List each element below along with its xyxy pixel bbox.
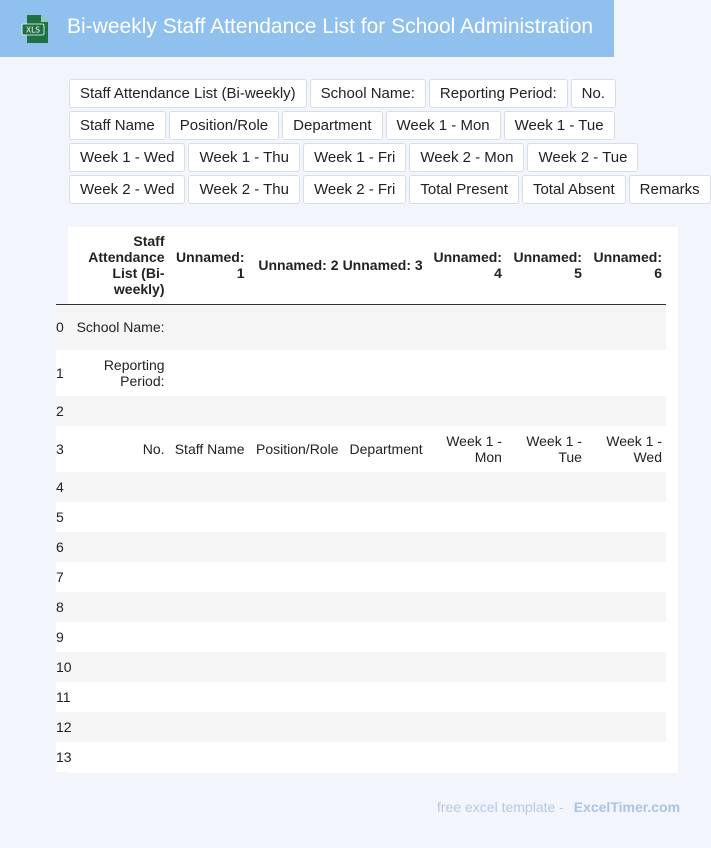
table-cell[interactable] [76, 592, 169, 622]
table-cell[interactable] [586, 502, 666, 532]
column-chip[interactable]: Week 1 - Fri [303, 143, 406, 172]
table-cell[interactable] [76, 652, 169, 682]
footer-brand-link[interactable]: ExcelTimer.com [573, 799, 681, 815]
table-cell[interactable] [76, 622, 169, 652]
table-cell[interactable]: Week 1 - Wed [586, 426, 666, 472]
table-cell[interactable] [427, 742, 506, 772]
table-row [56, 350, 666, 396]
row-index: 3 [56, 426, 76, 472]
table-cell[interactable] [506, 712, 586, 742]
column-header[interactable]: Unnamed: 6 [586, 227, 666, 304]
column-chip[interactable]: Week 2 - Mon [409, 143, 524, 172]
table-cell[interactable] [427, 712, 506, 742]
table-cell[interactable] [586, 712, 666, 742]
row-index: 0 [56, 304, 76, 350]
table-cell[interactable] [586, 682, 666, 712]
table-cell[interactable] [249, 350, 343, 396]
table-cell[interactable]: School Name: [76, 304, 169, 350]
table-cell[interactable] [169, 350, 249, 396]
table-cell[interactable] [427, 562, 506, 592]
table-cell[interactable] [169, 472, 249, 502]
chip-row [69, 79, 699, 108]
column-chip[interactable]: Total Absent [522, 175, 626, 204]
attendance-table [56, 227, 666, 772]
column-chip[interactable]: Reporting Period: [429, 79, 568, 108]
table-cell[interactable] [249, 682, 343, 712]
table-row [56, 472, 666, 502]
table-cell[interactable] [427, 682, 506, 712]
table-row [56, 396, 666, 426]
excel-file-icon [21, 14, 51, 44]
svg-text:XLS: XLS [25, 25, 41, 35]
table-cell[interactable] [76, 742, 169, 772]
table-cell[interactable] [586, 622, 666, 652]
table-cell[interactable] [169, 592, 249, 622]
column-chip[interactable]: Week 1 - Thu [188, 143, 300, 172]
column-chip-list [69, 79, 699, 207]
table-cell[interactable]: Week 1 - Tue [506, 426, 586, 472]
table-row [56, 592, 666, 622]
table-row [56, 742, 666, 772]
row-index: 2 [56, 396, 76, 426]
table-cell[interactable] [343, 396, 427, 426]
table-cell[interactable] [76, 502, 169, 532]
table-row [56, 532, 666, 562]
column-chip[interactable]: Week 2 - Tue [527, 143, 638, 172]
data-table-panel[interactable] [56, 227, 678, 773]
column-header[interactable]: Unnamed: 3 [343, 227, 427, 304]
row-index: 5 [56, 502, 76, 532]
table-cell[interactable] [343, 304, 427, 350]
table-cell[interactable]: Position/Role [249, 426, 343, 472]
table-cell[interactable] [343, 622, 427, 652]
table-cell[interactable] [169, 712, 249, 742]
table-cell[interactable] [169, 742, 249, 772]
chip-row [69, 111, 699, 140]
table-cell[interactable] [169, 622, 249, 652]
table-cell[interactable] [586, 562, 666, 592]
table-cell[interactable] [76, 682, 169, 712]
table-cell[interactable] [427, 592, 506, 622]
table-cell[interactable] [427, 652, 506, 682]
table-row [56, 652, 666, 682]
table-cell[interactable]: No. [76, 426, 169, 472]
table-cell[interactable] [169, 562, 249, 592]
table-cell[interactable] [76, 396, 169, 426]
table-cell[interactable] [506, 742, 586, 772]
table-cell[interactable] [343, 682, 427, 712]
column-chip[interactable]: Department [282, 111, 382, 140]
table-cell[interactable] [249, 652, 343, 682]
table-cell[interactable]: Department [343, 426, 427, 472]
table-cell[interactable] [427, 502, 506, 532]
chip-row [69, 143, 699, 172]
page-title: Bi-weekly Staff Attendance List for School Administration [67, 15, 594, 38]
row-index: 7 [56, 562, 76, 592]
column-chip[interactable]: Week 1 - Wed [69, 143, 185, 172]
column-chip[interactable]: Week 1 - Tue [504, 111, 615, 140]
table-cell[interactable] [249, 622, 343, 652]
row-index: 1 [56, 350, 76, 396]
table-cell[interactable] [586, 304, 666, 350]
column-chip[interactable]: No. [571, 79, 616, 108]
column-chip[interactable]: Remarks [629, 175, 711, 204]
column-header[interactable]: Unnamed: 1 [169, 227, 249, 304]
table-cell[interactable] [586, 472, 666, 502]
title-banner [0, 0, 614, 57]
column-header[interactable]: Unnamed: 5 [506, 227, 586, 304]
table-cell[interactable] [169, 682, 249, 712]
table-cell[interactable] [506, 592, 586, 622]
column-header[interactable]: Unnamed: 2 [249, 227, 343, 304]
table-row [56, 426, 666, 472]
table-cell[interactable] [427, 532, 506, 562]
row-index: 4 [56, 472, 76, 502]
table-cell[interactable] [343, 350, 427, 396]
table-cell[interactable] [427, 350, 506, 396]
table-cell[interactable] [427, 396, 506, 426]
table-cell[interactable] [586, 742, 666, 772]
table-cell[interactable] [506, 652, 586, 682]
table-cell[interactable]: Week 1 - Mon [427, 426, 506, 472]
column-chip[interactable]: Week 2 - Wed [69, 175, 185, 204]
table-cell[interactable] [427, 304, 506, 350]
table-cell[interactable] [506, 682, 586, 712]
table-cell[interactable] [343, 472, 427, 502]
row-index: 13 [56, 742, 76, 772]
table-cell[interactable] [76, 532, 169, 562]
column-header[interactable]: Staff Attendance List (Bi-weekly) [76, 227, 169, 304]
table-cell[interactable] [506, 532, 586, 562]
table-cell[interactable] [249, 712, 343, 742]
table-cell[interactable] [427, 472, 506, 502]
table-cell[interactable] [586, 592, 666, 622]
column-chip[interactable]: Staff Name [69, 111, 166, 140]
table-cell[interactable] [249, 742, 343, 772]
table-cell[interactable] [249, 592, 343, 622]
table-row [56, 682, 666, 712]
table-cell[interactable] [343, 532, 427, 562]
table-cell[interactable] [586, 652, 666, 682]
column-chip[interactable]: Week 1 - Mon [386, 111, 501, 140]
table-cell[interactable] [506, 304, 586, 350]
column-chip[interactable]: Staff Attendance List (Bi-weekly) [69, 79, 307, 108]
column-header[interactable]: Unnamed: 4 [427, 227, 506, 304]
table-cell[interactable] [343, 592, 427, 622]
table-cell[interactable] [506, 350, 586, 396]
table-cell[interactable] [343, 742, 427, 772]
table-cell[interactable]: Reporting Period: [76, 350, 169, 396]
table-row [56, 304, 666, 350]
table-cell[interactable] [343, 502, 427, 532]
table-cell[interactable] [506, 472, 586, 502]
table-header-row [56, 227, 666, 304]
table-cell[interactable] [169, 652, 249, 682]
index-header[interactable] [56, 227, 76, 304]
column-chip[interactable]: School Name: [310, 79, 426, 108]
row-index: 11 [56, 682, 76, 712]
chip-row [69, 175, 699, 204]
row-index: 6 [56, 532, 76, 562]
table-cell[interactable] [343, 562, 427, 592]
table-cell[interactable] [586, 350, 666, 396]
table-cell[interactable] [343, 712, 427, 742]
table-cell[interactable] [169, 304, 249, 350]
table-cell[interactable] [249, 562, 343, 592]
table-cell[interactable] [169, 502, 249, 532]
table-cell[interactable] [249, 502, 343, 532]
column-chip[interactable]: Week 2 - Thu [188, 175, 300, 204]
table-cell[interactable] [586, 532, 666, 562]
table-cell[interactable] [76, 472, 169, 502]
table-row [56, 562, 666, 592]
table-cell[interactable] [249, 532, 343, 562]
table-cell[interactable] [343, 652, 427, 682]
table-cell[interactable] [506, 562, 586, 592]
table-cell[interactable] [506, 396, 586, 426]
table-cell[interactable] [76, 562, 169, 592]
table-cell[interactable] [249, 304, 343, 350]
table-cell[interactable] [249, 472, 343, 502]
row-index: 12 [56, 712, 76, 742]
table-cell[interactable] [169, 532, 249, 562]
table-cell[interactable] [169, 396, 249, 426]
table-cell[interactable] [427, 622, 506, 652]
footer-text: free excel template - [437, 799, 564, 815]
table-cell[interactable] [76, 712, 169, 742]
table-cell[interactable] [506, 502, 586, 532]
table-row [56, 712, 666, 742]
table-cell[interactable] [506, 622, 586, 652]
column-chip[interactable]: Total Present [409, 175, 519, 204]
row-index: 10 [56, 652, 76, 682]
table-cell[interactable] [249, 396, 343, 426]
table-cell[interactable] [586, 396, 666, 426]
column-chip[interactable]: Week 2 - Fri [303, 175, 406, 204]
table-row [56, 502, 666, 532]
column-chip[interactable]: Position/Role [169, 111, 279, 140]
row-index: 9 [56, 622, 76, 652]
table-row [56, 622, 666, 652]
table-cell[interactable]: Staff Name [169, 426, 249, 472]
row-index: 8 [56, 592, 76, 622]
footer-credit [437, 799, 680, 815]
